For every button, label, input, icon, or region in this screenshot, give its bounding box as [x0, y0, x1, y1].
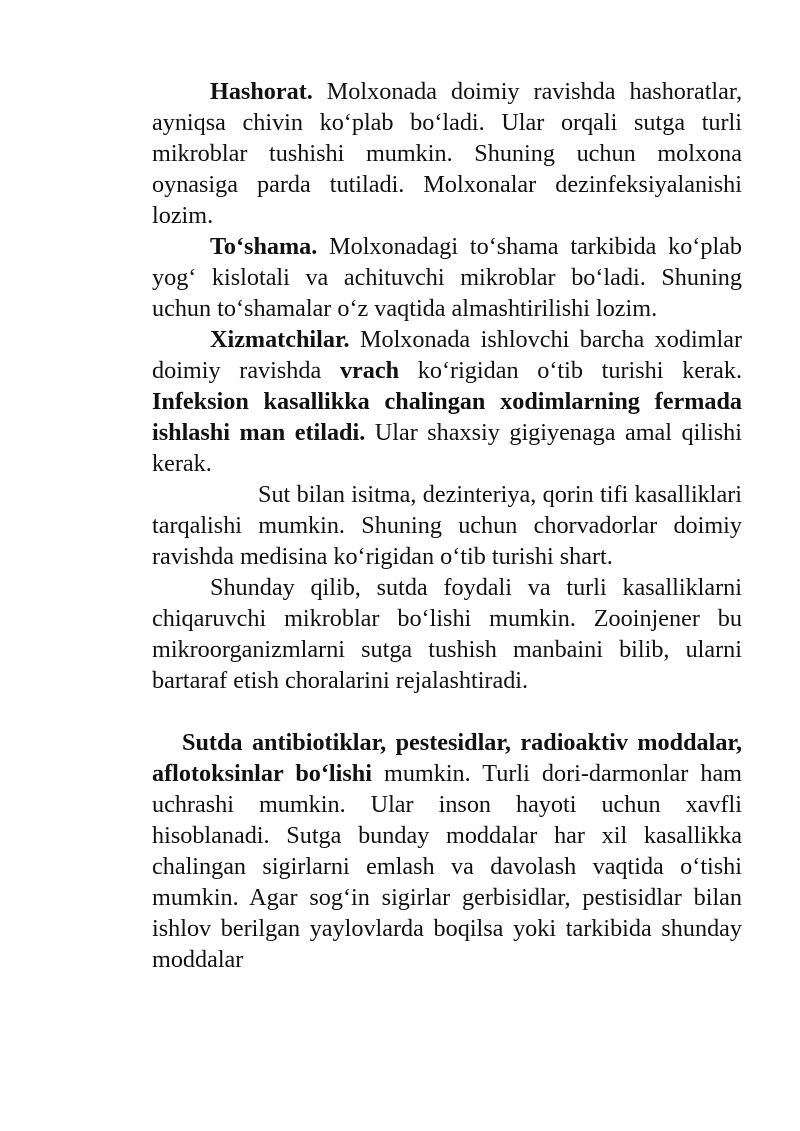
text-toshama: Molxonadagi to‘shama tarkibida ko‘plab yog‘ kislotali va achituvchi mikroblar bo‘ladi. Shuning uchun to‘shamalar o‘z vaqtida almashtirilishi lozim.: [152, 233, 742, 322]
paragraph-sutda: [152, 727, 742, 975]
text-xizmatchilar-3: Ular shaxsiy gigiyenaga amal qilishi kerak.: [152, 419, 742, 477]
heading-sutda: Sutda antibiotiklar, pestesidlar, radioaktiv moddalar, aflotoksinlar bo‘lishi: [152, 729, 742, 787]
paragraph-shunday: Shunday qilib, sutda foydali va turli kasalliklarni chiqaruvchi mikroblar bo‘lishi mumkin. Zooinjener bu mikroorganizmlarni sutga tushish manbaini bilib, ularni bartaraf etish choralarini rejalashtiradi.: [152, 574, 742, 694]
heading-toshama: To‘shama.: [210, 233, 318, 260]
paragraph-xizmatchilar: [152, 324, 742, 479]
paragraph-toshama: [152, 231, 742, 324]
text-sutda: mumkin. Turli dori-darmonlar ham uchrashi mumkin. Ular inson hayoti uchun xavfli hisoblanadi. Sutga bunday moddalar har xil kasallikka chalingan sigirlarni emlash va davolash vaqtida o‘tishi mumkin. Agar sog‘in sigirlar gerbisidlar, pestisidlar bilan ishlov berilgan yaylovlarda boqilsa yoki tarkibida shunday moddalar: [152, 760, 742, 973]
document-body: [152, 76, 742, 975]
paragraph-gap: [152, 696, 742, 727]
text-hashorat: Molxonada doimiy ravishda hashoratlar, ayniqsa chivin ko‘plab bo‘ladi. Ular orqali sutga turli mikroblar tushishi mumkin. Shuning uchun molxona oynasiga parda tutiladi. Molxonalar dezinfeksiyalanishi lozim.: [152, 78, 742, 229]
text-xizmatchilar-1: Molxonada ishlovchi barcha xodimlar doimiy ravishda: [152, 326, 742, 384]
bold-vrach: vrach: [339, 357, 400, 384]
paragraph-hashorat: [152, 76, 742, 231]
bold-infeksion: Infeksion kasallikka chalingan xodimlarning fermada ishlashi man etiladi.: [152, 388, 742, 446]
heading-xizmatchilar: Xizmatchilar.: [210, 326, 350, 353]
heading-hashorat: Hashorat.: [210, 78, 313, 105]
text-xizmatchilar-2: ko‘rigidan o‘tib turishi kerak.: [399, 357, 742, 384]
paragraph-sut-bilan: Sut bilan isitma, dezinteriya, qorin tifi kasalliklari tarqalishi mumkin. Shuning uchun chorvadorlar doimiy ravishda medisina ko‘rigidan o‘tib turishi shart.: [152, 481, 742, 570]
